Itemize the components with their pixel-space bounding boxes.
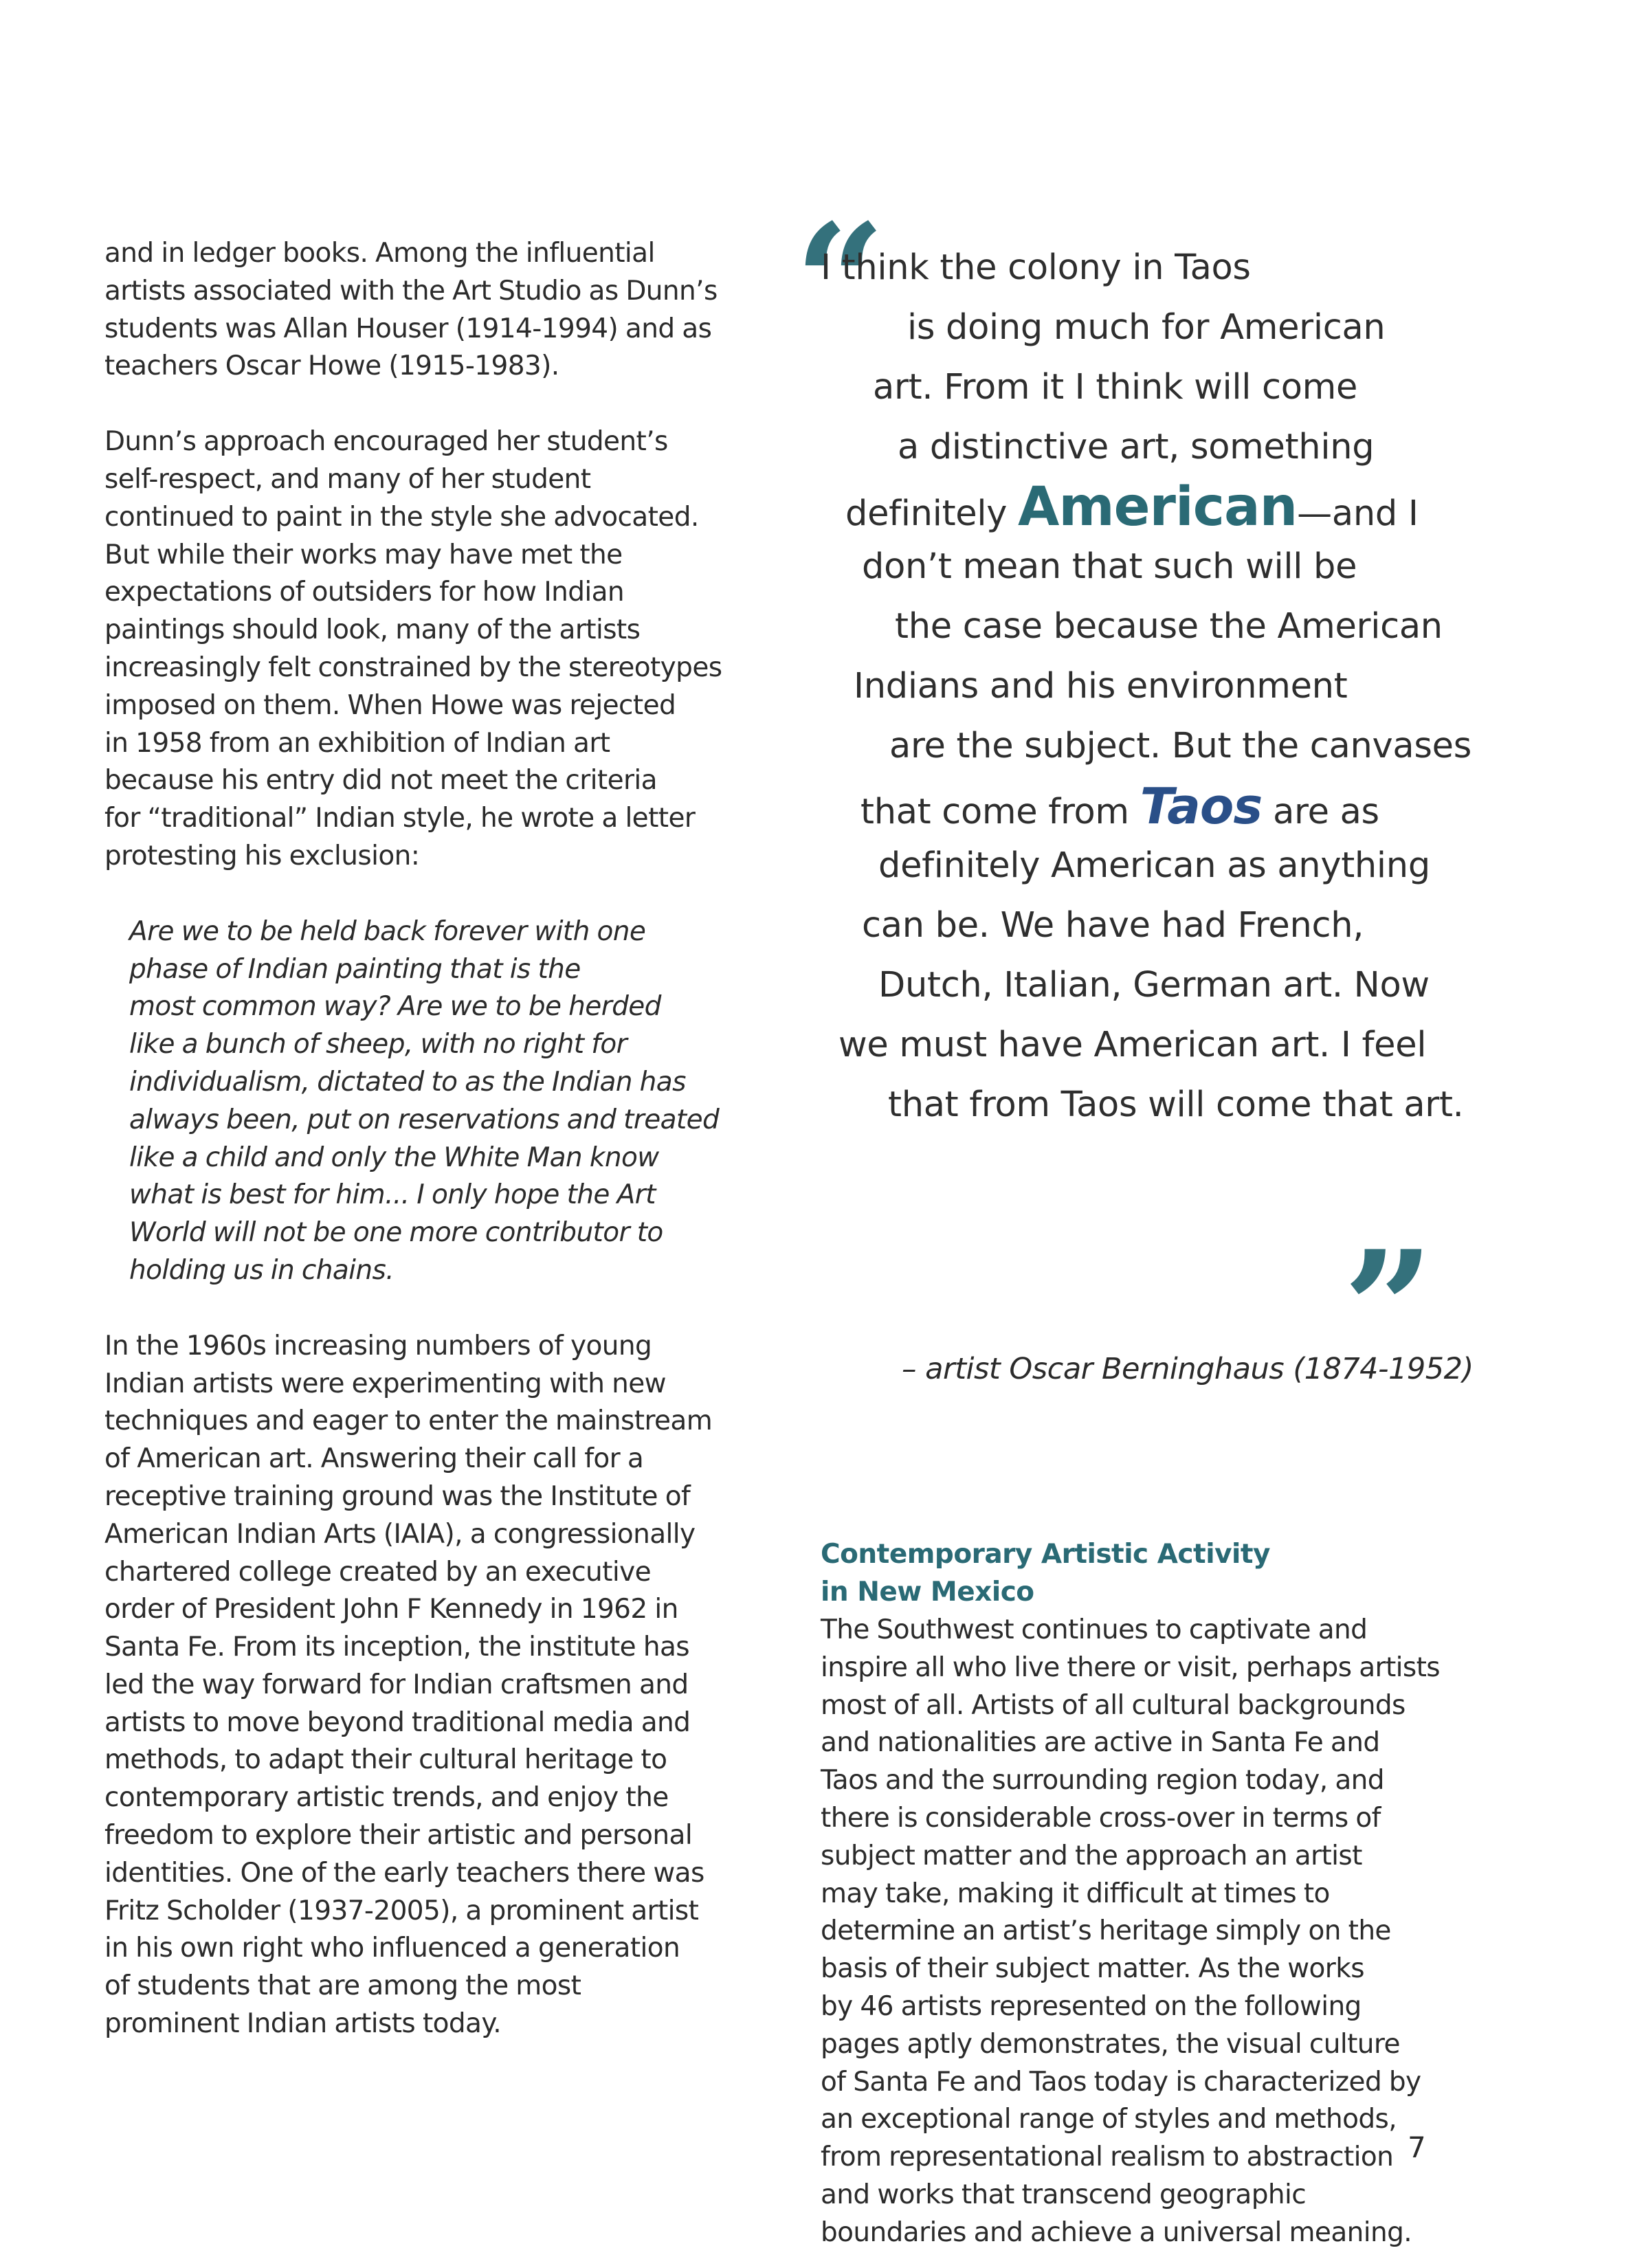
text-line: inspire all who live there or visit, perhaps artists	[821, 1652, 1441, 1683]
quote-line: phase of Indian painting that is the	[129, 953, 581, 985]
quote-line: like a child and only the White Man know	[129, 1142, 659, 1173]
text-line: for “traditional” Indian style, he wrote a letter	[104, 803, 696, 834]
text-line: from representational realism to abstraction	[821, 2142, 1394, 2173]
pull-quote-line: I think the colony in Taos	[821, 247, 1251, 288]
pull-quote-line: Indians and his environment	[854, 666, 1348, 707]
text-line: by 46 artists represented on the following	[821, 1990, 1362, 2022]
quote-line: holding us in chains.	[129, 1254, 394, 1286]
text-line: of American art. Answering their call for a	[104, 1443, 644, 1475]
pull-quote-line	[860, 777, 1379, 835]
quote-line: Are we to be held back forever with one	[129, 915, 646, 947]
text-line: contemporary artistic trends, and enjoy the	[104, 1782, 669, 1814]
paragraph-3	[104, 1328, 744, 2043]
pull-quote-text: definitely	[845, 493, 1019, 534]
text-line: and works that transcend geographic	[821, 2179, 1307, 2210]
pull-quote-line: a distinctive art, something	[898, 427, 1375, 467]
pull-quote-line: are the subject. But the canvases	[889, 726, 1471, 766]
text-line: American Indian Arts (IAIA), a congressionally	[104, 1518, 696, 1550]
text-line: teachers Oscar Howe (1915-1983).	[104, 351, 559, 382]
text-line: increasingly felt constrained by the stereotypes	[104, 652, 722, 683]
section-heading	[821, 1535, 1270, 1611]
pull-quote-line: definitely American as anything	[878, 845, 1430, 886]
pull-quote-line: don’t mean that such will be	[862, 546, 1357, 587]
right-column	[795, 190, 1522, 2248]
pull-quote-text: —and I	[1297, 493, 1419, 534]
text-line: subject matter and the approach an artist	[821, 1840, 1362, 1871]
text-line: In the 1960s increasing numbers of young	[104, 1330, 652, 1361]
quote-attribution: – artist Oscar Berninghaus (1874-1952)	[902, 1352, 1474, 1386]
quote-line: individualism, dictated to as the Indian has	[129, 1066, 686, 1098]
text-line: But while their works may have met the	[104, 539, 623, 570]
text-line: chartered college created by an executive	[104, 1556, 651, 1588]
text-line: prominent Indian artists today.	[104, 2008, 502, 2040]
page-number: 7	[1408, 2131, 1426, 2164]
text-line: Indian artists were experimenting with new	[104, 1368, 666, 1399]
text-line: Dunn’s approach encouraged her student’s	[104, 426, 668, 458]
pull-quote-line: is doing much for American	[907, 307, 1386, 348]
text-line: because his entry did not meet the criteria	[104, 765, 657, 797]
text-line: self-respect, and many of her student	[104, 463, 591, 495]
text-line: Fritz Scholder (1937-2005), a prominent artist	[104, 1895, 699, 1926]
text-line: protesting his exclusion:	[104, 840, 420, 871]
text-line: The Southwest continues to captivate and	[821, 1614, 1368, 1645]
text-line: in 1958 from an exhibition of Indian art	[104, 727, 610, 759]
quote-line: most common way? Are we to be herded	[129, 991, 661, 1023]
left-column	[104, 235, 744, 2043]
text-line: there is considerable cross-over in terms of	[821, 1802, 1381, 1834]
pull-quote-line: can be. We have had French,	[862, 905, 1364, 946]
text-line: led the way forward for Indian craftsmen and	[104, 1669, 689, 1700]
text-line: receptive training ground was the Institute of	[104, 1480, 691, 1512]
pull-quote-text: are as	[1262, 792, 1379, 832]
emphasis-american: American	[1018, 476, 1298, 538]
text-line: determine an artist’s heritage simply on the	[821, 1915, 1391, 1947]
text-line: pages aptly demonstrates, the visual culture	[821, 2028, 1400, 2060]
text-line: of Santa Fe and Taos today is characterized by	[821, 2066, 1421, 2098]
heading-line: Contemporary Artistic Activity	[821, 1539, 1270, 1570]
quote-line: like a bunch of sheep, with no right for	[129, 1029, 627, 1060]
text-line: and in ledger books. Among the influential	[104, 238, 655, 269]
pull-quote-line: we must have American art. I feel	[838, 1025, 1427, 1065]
section-paragraph	[821, 1612, 1440, 2252]
pull-quote-line: art. From it I think will come	[873, 367, 1358, 408]
open-quote-mark-icon: “	[795, 190, 886, 375]
text-line: paintings should look, many of the artists	[104, 614, 641, 646]
text-line: freedom to explore their artistic and personal	[104, 1820, 693, 1852]
text-line: an exceptional range of styles and methods,	[821, 2104, 1397, 2135]
howe-letter-quote	[104, 913, 744, 1290]
pull-quote-line: Dutch, Italian, German art. Now	[878, 965, 1430, 1005]
heading-line: in New Mexico	[821, 1577, 1034, 1608]
text-line: most of all. Artists of all cultural backgrounds	[821, 1689, 1406, 1721]
text-line: imposed on them. When Howe was rejected	[104, 689, 676, 721]
paragraph-1	[104, 235, 744, 386]
quote-line: what is best for him... I only hope the Art	[129, 1179, 656, 1211]
pull-quote-line: the case because the American	[895, 606, 1443, 647]
text-line: Taos and the surrounding region today, and	[821, 1765, 1384, 1797]
pull-quote-line: that from Taos will come that art.	[888, 1085, 1464, 1125]
pull-quote-line	[845, 476, 1419, 538]
text-line: methods, to adapt their cultural heritage to	[104, 1744, 667, 1776]
pull-quote-text: that come from	[860, 792, 1140, 832]
text-line: students was Allan Houser (1914-1994) and as	[104, 313, 712, 344]
close-quote-mark-icon: ”	[1343, 1216, 1434, 1402]
text-line: techniques and eager to enter the mainstream	[104, 1405, 713, 1437]
text-line: in his own right who influenced a generation	[104, 1933, 680, 1964]
paragraph-2	[104, 423, 744, 876]
quote-line: always been, put on reservations and treated	[129, 1104, 720, 1135]
text-line: Santa Fe. From its inception, the institute has	[104, 1632, 689, 1663]
text-line: basis of their subject matter. As the works	[821, 1953, 1364, 1985]
text-line: continued to paint in the style she advocated.	[104, 501, 699, 533]
text-line: may take, making it difficult at times to	[821, 1878, 1330, 1909]
text-line: identities. One of the early teachers there was	[104, 1857, 704, 1889]
text-line: artists associated with the Art Studio as Dunn’s	[104, 275, 718, 307]
text-line: expectations of outsiders for how Indian	[104, 577, 625, 608]
text-line: boundaries and achieve a universal meaning.	[821, 2216, 1412, 2248]
text-line: and nationalities are active in Santa Fe and	[821, 1727, 1380, 1759]
quote-line: World will not be one more contributor to	[129, 1217, 663, 1249]
text-line: order of President John F Kennedy in 1962 in	[104, 1594, 678, 1625]
text-line: of students that are among the most	[104, 1970, 581, 2002]
emphasis-taos: Taos	[1140, 777, 1263, 835]
text-line: artists to move beyond traditional media and	[104, 1706, 691, 1738]
